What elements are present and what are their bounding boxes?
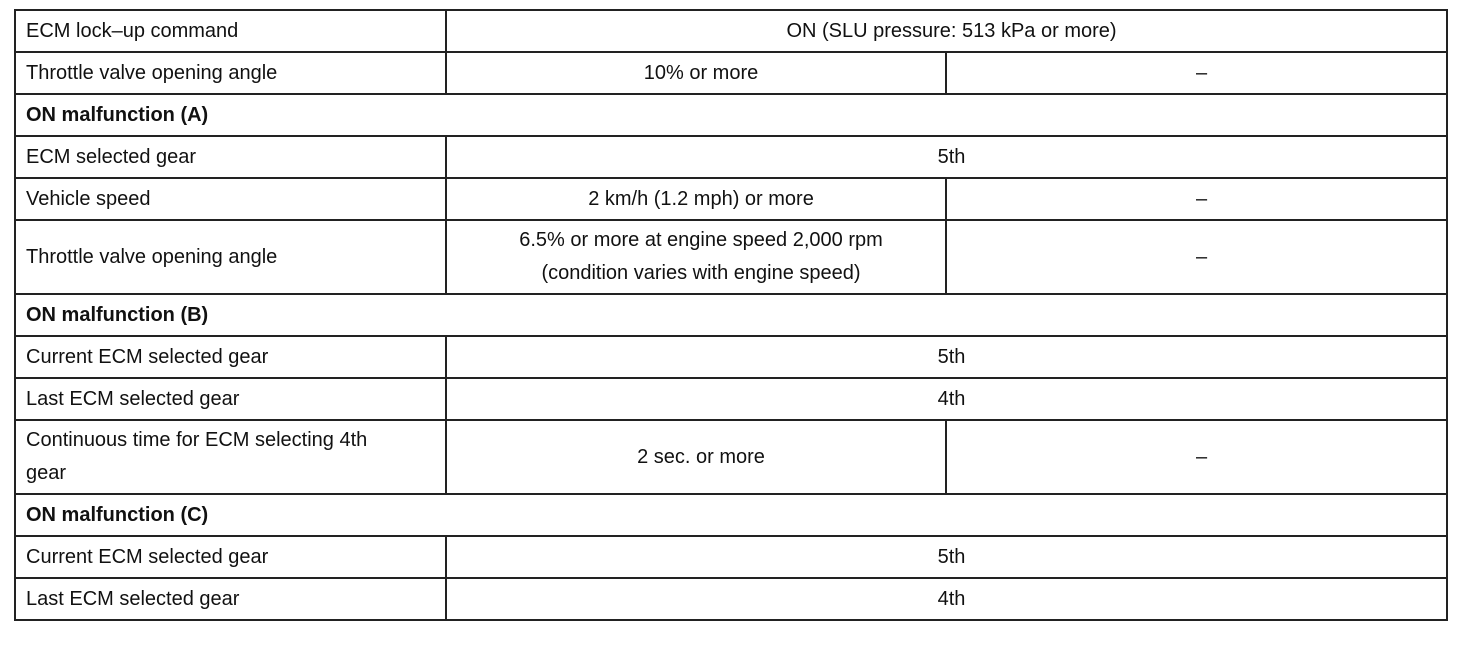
- row-value-line-1: 6.5% or more at engine speed 2,000 rpm: [519, 229, 883, 251]
- section-row: [15, 94, 1447, 136]
- section-row: [15, 294, 1447, 336]
- row-value: 2 km/h (1.2 mph) or more: [446, 178, 946, 220]
- row-value: 4th: [446, 378, 1447, 420]
- row-value-2: –: [946, 420, 1447, 494]
- row-value-2: –: [946, 220, 1447, 294]
- row-label-line-2: gear: [26, 462, 67, 484]
- table-row: [15, 420, 1447, 494]
- table-row: [15, 336, 1447, 378]
- row-value: ON (SLU pressure: 513 kPa or more): [446, 10, 1447, 52]
- row-value-line-2: (condition varies with engine speed): [541, 262, 861, 284]
- table-row: [15, 10, 1447, 52]
- row-label: Current ECM selected gear: [15, 536, 446, 578]
- row-value: 10% or more: [446, 52, 946, 94]
- table-row: [15, 52, 1447, 94]
- row-label: Last ECM selected gear: [15, 578, 446, 620]
- section-row: [15, 494, 1447, 536]
- row-label: Throttle valve opening angle: [15, 52, 446, 94]
- table-row: [15, 378, 1447, 420]
- row-label: ECM lock–up command: [15, 10, 446, 52]
- table-row: [15, 536, 1447, 578]
- row-value-2: –: [946, 178, 1447, 220]
- row-value-2: –: [946, 52, 1447, 94]
- table-row: [15, 220, 1447, 294]
- row-value: 5th: [446, 536, 1447, 578]
- row-label: Last ECM selected gear: [15, 378, 446, 420]
- section-heading: ON malfunction (C): [15, 494, 1447, 536]
- row-label: Throttle valve opening angle: [15, 220, 446, 294]
- table-row: [15, 178, 1447, 220]
- table-row: [15, 136, 1447, 178]
- row-label: [15, 420, 446, 494]
- table-row: [15, 578, 1447, 620]
- row-label: Current ECM selected gear: [15, 336, 446, 378]
- row-value: 5th: [446, 336, 1447, 378]
- row-label: Vehicle speed: [15, 178, 446, 220]
- row-value: 5th: [446, 136, 1447, 178]
- conditions-table: [14, 9, 1448, 621]
- section-heading: ON malfunction (B): [15, 294, 1447, 336]
- row-value: [446, 220, 946, 294]
- row-value: 2 sec. or more: [446, 420, 946, 494]
- row-label-line-1: Continuous time for ECM selecting 4th: [26, 429, 368, 451]
- section-heading: ON malfunction (A): [15, 94, 1447, 136]
- row-label: ECM selected gear: [15, 136, 446, 178]
- row-value: 4th: [446, 578, 1447, 620]
